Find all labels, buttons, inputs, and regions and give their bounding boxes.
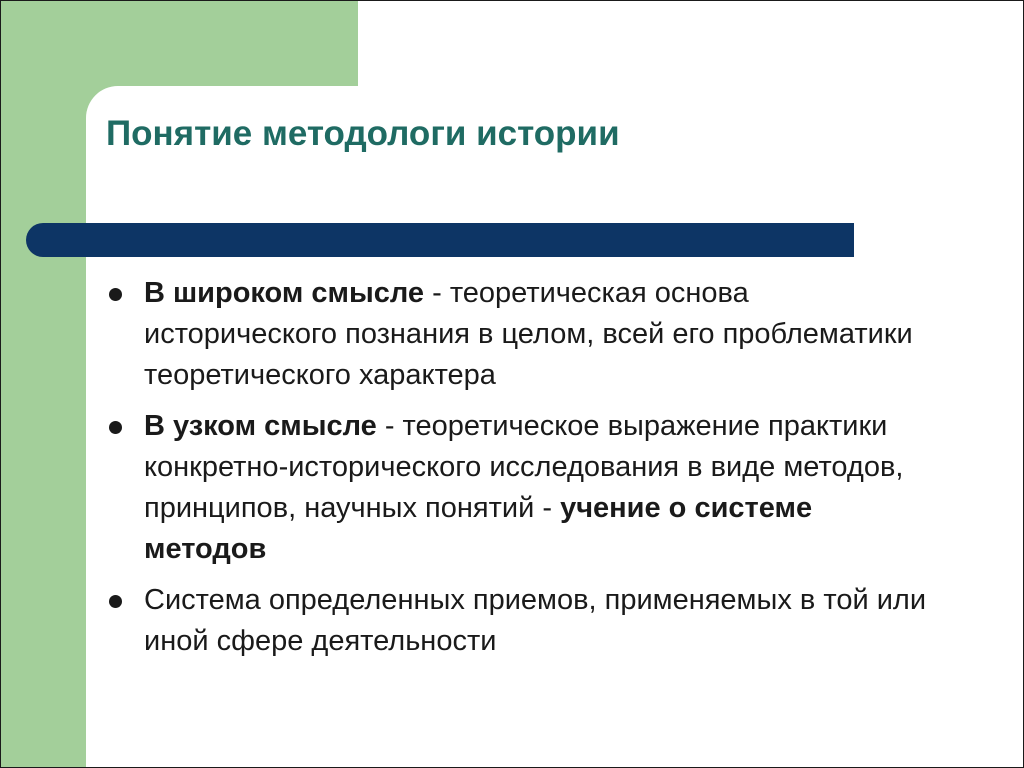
- bullet-dot-icon: [109, 421, 122, 434]
- bullet-dot-icon: [109, 595, 122, 608]
- bullet-item-broad-sense: [106, 273, 936, 396]
- bullet-text: - теоретическая основа исторического познания в целом, всей его проблематики теоретического характера: [144, 277, 913, 391]
- slide-title: Понятие методологи истории: [106, 114, 620, 153]
- white-top-strip: [358, 0, 1024, 86]
- bullet-text: - теоретическое выражение практики конкретно-исторического исследования в виде методов, принципов, научных понятий -: [144, 410, 904, 524]
- bullet-dot-icon: [109, 288, 122, 301]
- bullet-list: [106, 273, 936, 672]
- bullet-item-narrow-sense: [106, 406, 936, 570]
- bullet-text: Система определенных приемов, применяемых в той или иной сфере деятельности: [144, 584, 927, 657]
- title-divider-bar: [26, 223, 854, 257]
- bullet-item-system-of-methods: [106, 580, 936, 662]
- bullet-bold-tail: учение о системе методов: [144, 492, 813, 565]
- bullet-bold-lead: В широком смысле: [144, 277, 425, 309]
- bullet-bold-lead: В узком смысле: [144, 410, 377, 442]
